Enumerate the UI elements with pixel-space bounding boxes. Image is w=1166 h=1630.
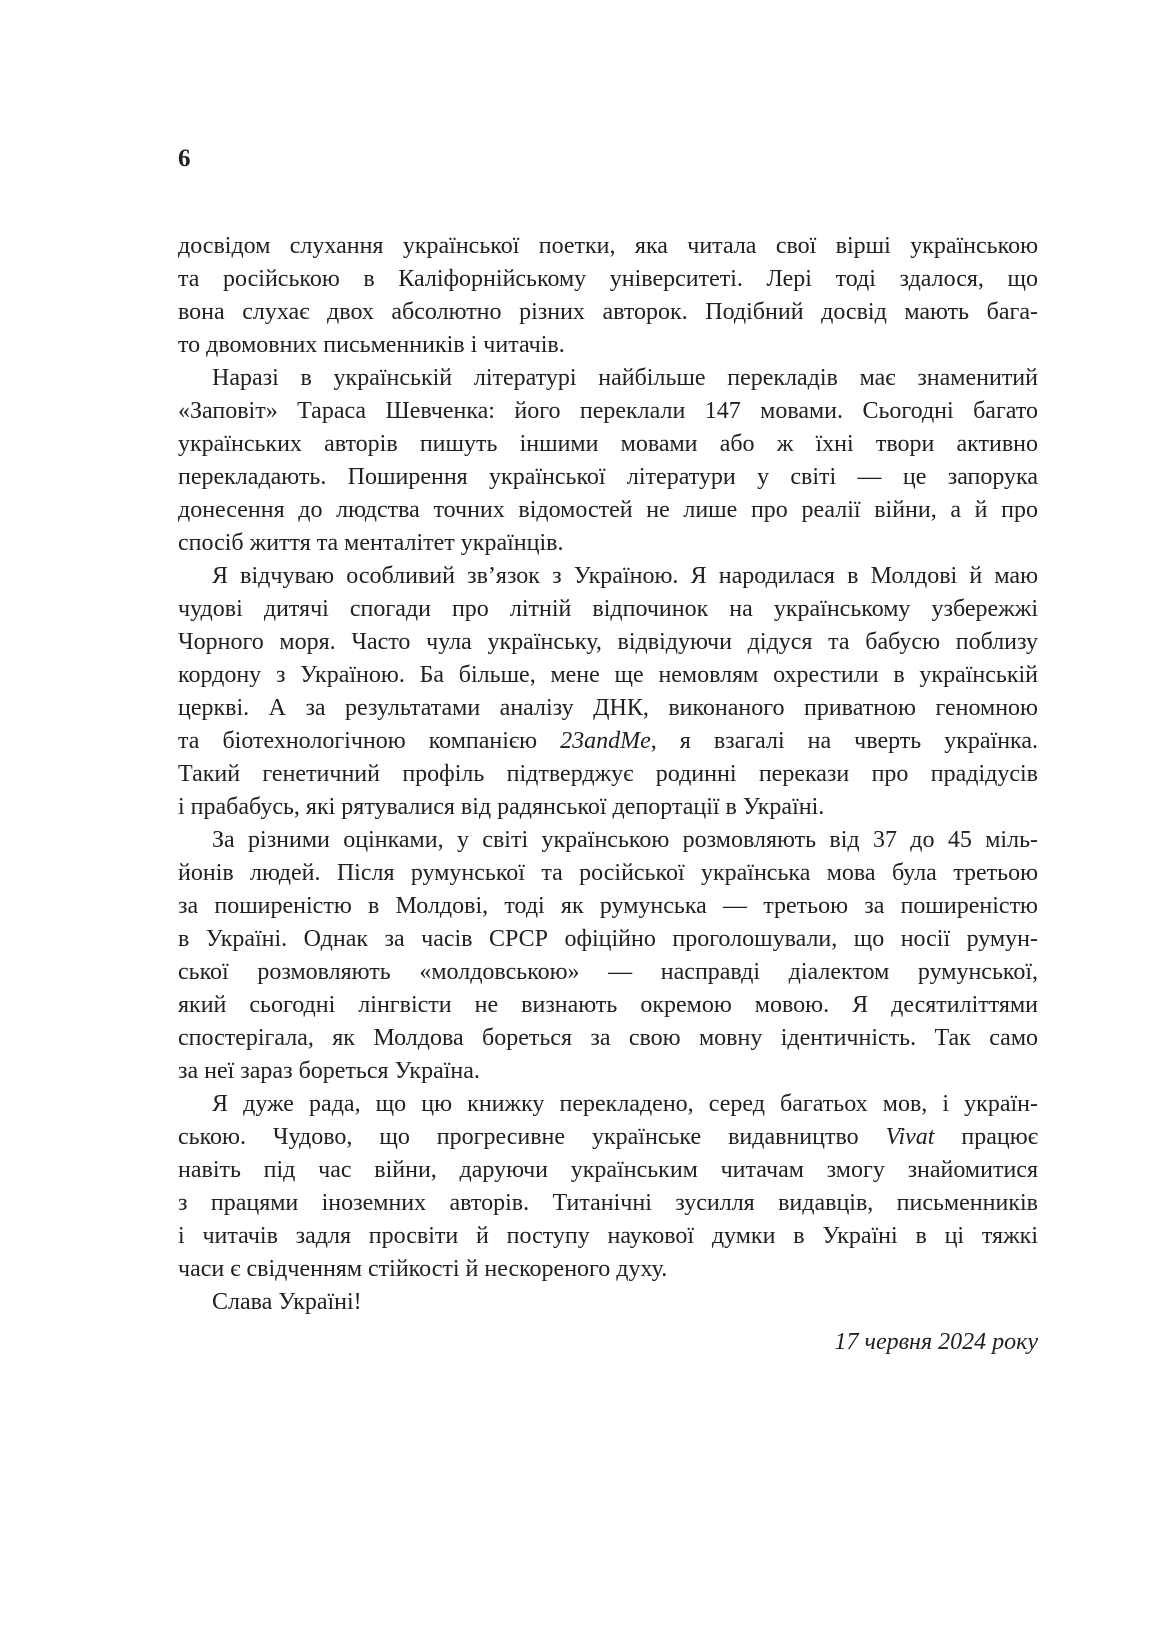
text-line: і читачів задля просвіти й поступу наукової думки в Україні в ці тяжкі (178, 1223, 1038, 1249)
text-line: Такий генетичний профіль підтверджує родинні перекази про прадідусів (178, 761, 1038, 787)
text-line: то двомовних письменників і читачів. (178, 332, 565, 358)
text-line: навіть під час війни, даруючи українським читачам змогу знайомитися (178, 1157, 1038, 1183)
text-line: за поширеністю в Молдові, тоді як румунська — третьою за поширеністю (178, 893, 1038, 919)
text-line: кордону з Україною. Ба більше, мене ще немовлям охрестили в українській (178, 662, 1038, 688)
text-line: та біотехнологічною компанією 23andMe, я взагалі на чверть українка. (178, 728, 1038, 754)
text-line: донесення до людства точних відомостей не лише про реалії війни, а й про (178, 497, 1038, 523)
text-line: часи є свідченням стійкості й нескореного духу. (178, 1256, 668, 1282)
text-block (178, 230, 1038, 1319)
paragraph (178, 824, 1038, 1088)
text-line: та російською в Каліфорнійському університеті. Лері тоді здалося, що (178, 266, 1038, 292)
text-line: з працями іноземних авторів. Титанічні зусилля видавців, письменників (178, 1190, 1038, 1216)
text-line: ської розмовляють «молдовською» — насправді діалектом румунської, (178, 959, 1038, 985)
text-line: Слава Україні! (212, 1289, 362, 1315)
text-line: Я відчуваю особливий зв’язок з Україною. Я народилася в Молдові й маю (212, 563, 1038, 589)
text-line: і прабабусь, які рятувалися від радянської депортації в Україні. (178, 794, 825, 820)
text-line: за неї зараз бореться Україна. (178, 1058, 480, 1084)
text-line: чудові дитячі спогади про літній відпочинок на українському узбережжі (178, 596, 1038, 622)
paragraph (178, 230, 1038, 362)
text-line: спосіб життя та менталітет українців. (178, 530, 564, 556)
text-line: За різними оцінками, у світі українською розмовляють від 37 до 45 міль- (212, 827, 1038, 853)
text-line: досвідом слухання української поетки, яка читала свої вірші українською (178, 233, 1038, 259)
date-line: 17 червня 2024 року (834, 1329, 1038, 1355)
text-line: Наразі в українській літературі найбільше перекладів має знаменитий (212, 365, 1038, 391)
text-line: українських авторів пишуть іншими мовами або ж їхні твори активно (178, 431, 1038, 457)
text-line: перекладають. Поширення української літератури у світі — це запорука (178, 464, 1038, 490)
text-line: ською. Чудово, що прогресивне українське видавництво Vivat працює (178, 1124, 1038, 1150)
text-line: «Заповіт» Тараса Шевченка: його переклали 147 мовами. Сьогодні багато (178, 398, 1038, 424)
text-line: Я дуже рада, що цю книжку перекладено, серед багатьох мов, і україн- (212, 1091, 1038, 1117)
paragraph (178, 1286, 1038, 1319)
text-line: Чорного моря. Часто чула українську, відвідуючи дідуся та бабусю поблизу (178, 629, 1038, 655)
paragraph (178, 362, 1038, 560)
text-line: йонів людей. Після румунської та російської українська мова була третьою (178, 860, 1038, 886)
text-line: церкві. А за результатами аналізу ДНК, виконаного приватною геномною (178, 695, 1038, 721)
paragraph (178, 1088, 1038, 1286)
text-line: який сьогодні лінгвісти не визнають окремою мовою. Я десятиліттями (178, 992, 1038, 1018)
text-line: спостерігала, як Молдова бореться за свою мовну ідентичність. Так само (178, 1025, 1038, 1051)
paragraph (178, 560, 1038, 824)
text-line: в Україні. Однак за часів СРСР офіційно проголошували, що носії румун- (178, 926, 1038, 952)
text-line: вона слухає двох абсолютно різних авторок. Подібний досвід мають бага- (178, 299, 1038, 325)
page-number: 6 (178, 145, 191, 172)
